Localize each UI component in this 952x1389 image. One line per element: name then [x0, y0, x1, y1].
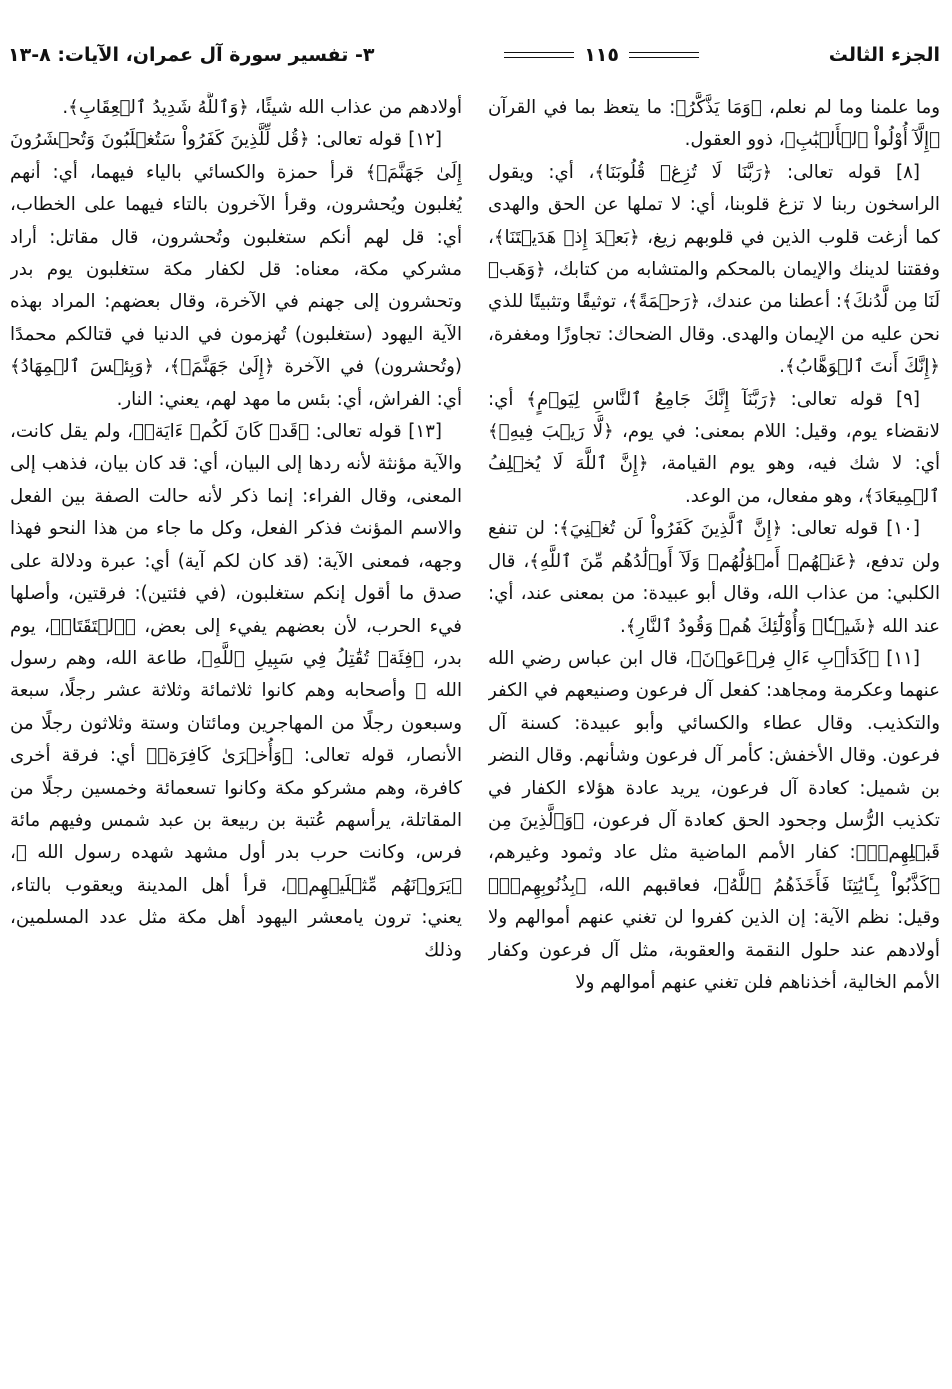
- text-columns: [10, 92, 940, 1385]
- running-header: [8, 38, 940, 72]
- part-label: الجزء الثالث: [828, 44, 940, 66]
- page-number: ١١٥: [584, 44, 619, 66]
- right-column: [488, 92, 940, 1385]
- paragraph: أولادهم من عذاب الله شيئًا، ﴿وَٱللَّهُ شَدِيدُ ٱلۡعِقَابِ﴾.: [62, 97, 462, 118]
- paragraph: [١٠] قوله تعالى: ﴿إِنَّ ٱلَّذِينَ كَفَرُواْ لَن تُغۡنِيَ﴾: لن تنفع ولن تدفع، ﴿عَنۡهُمۡ أَمۡوَٰلُهُمۡ وَلَآ أَوۡلَٰدُهُم مِّنَ ٱللَّهِ﴾، قال الكلبي: من عذاب الله، وقال أبو عبيدة: من بمعنى عند، أي: عند الله ﴿شَيۡـٔٗاۖ وَأُوْلَٰٓئِكَ هُمۡ وَقُودُ ٱلنَّارِ﴾.: [488, 518, 940, 637]
- header-rule-left: [629, 52, 699, 58]
- paragraph: [١١] ﴿كَدَأۡبِ ءَالِ فِرۡعَوۡنَ﴾، قال ابن عباس رضي الله عنهما وعكرمة ومجاهد: كفعل آل فرعون وصنيعهم في الكفر والتكذيب. وقال عطاء والكسائي وأبو عبيدة: كسنة آل فرعون. وقال الأخفش: كأمر آل فرعون وشأنهم. وقال النضر بن شميل: كعادة آل فرعون، يريد عادة هؤلاء الكفار في تكذيب الرُّسل وجحود الحق كعادة آل فرعون، ﴿وَٱلَّذِينَ مِن قَبۡلِهِمۡۚ﴾: كفار الأمم الماضية مثل عاد وثمود وغيرهم، ﴿كَذَّبُواْ بِـَٔايَٰتِنَا فَأَخَذَهُمُ ٱللَّهُ﴾، فعاقبهم الله، ﴿بِذُنُوبِهِمۡۗ﴾ وقيل: نظم الآية: إن الذين كفروا لن تغني عنهم أموالهم ولا أولادهم عند حلول النقمة والعقوبة، مثل آل فرعون وكفار الأمم الخالية، أخذناهم فلن تغني عنهم أموالهم ولا: [488, 647, 940, 993]
- paragraph: [٨] قوله تعالى: ﴿رَبَّنَا لَا تُزِغۡ قُلُوبَنَا﴾، أي: ويقول الراسخون ربنا لا تزغ قلوبنا، أي: لا تملها عن الحق والهدى كما أزغت قلوب الذين في قلوبهم زيغ، ﴿بَعۡدَ إِذۡ هَدَيۡتَنَا﴾، وفقتنا لدينك والإيمان بالمحكم والمتشابه من كتابك، ﴿وَهَبۡ لَنَا مِن لَّدُنكَ﴾: أعطنا من عندك، ﴿رَحۡمَةً﴾، توثيقًا وتثبيتًا للذي نحن عليه من الإيمان والهدى. وقال الضحاك: تجاوزًا ومغفرة، ﴿إِنَّكَ أَنتَ ٱلۡوَهَّابُ﴾.: [488, 161, 940, 378]
- paragraph: [٩] قوله تعالى: ﴿رَبَّنَآ إِنَّكَ جَامِعُ ٱلنَّاسِ لِيَوۡمٍ﴾ أي: لانقضاء يوم، وقيل: اللام بمعنى: في يوم، ﴿لَّا رَيۡبَ فِيهِۚ﴾ أي: لا شك فيه، وهو يوم القيامة، ﴿إِنَّ ٱللَّهَ لَا يُخۡلِفُ ٱلۡمِيعَادَ﴾، وهو مفعال، من الوعد.: [488, 388, 940, 507]
- page-number-group: [504, 44, 699, 66]
- header-rule-right: [504, 52, 574, 58]
- left-column: [10, 92, 462, 1385]
- surah-title: ٣- تفسير سورة آل عمران، الآيات: ٨-١٣: [8, 44, 375, 66]
- paragraph: [١٣] قوله تعالى: ﴿قَدۡ كَانَ لَكُمۡ ءَايَةٞ﴾، ولم يقل كانت، والآية مؤنثة لأنه ردها إلى البيان، أي: قد كان بيان، فذهب إلى المعنى، وقال الفراء: إنما ذكر لأنه حالت الصفة بين الفعل والاسم المؤنث فذكر الفعل، وكل ما جاء من هذا النحو فهذا وجهه، فمعنى الآية: (قد كان لكم آية) أي: عبرة ودلالة على صدق ما أقول إنكم ستغلبون، (في فئتين): فرقتين، وأصلها فيء الحرب، لأن بعضهم يفيء إلى بعض، ﴿ٱلۡتَقَتَاۖ﴾، يوم بدر، ﴿فِئَةٞ تُقَٰتِلُ فِي سَبِيلِ ٱللَّهِ﴾، طاعة الله، وهم رسول الله ﷺ وأصحابه وهم كانوا ثلاثمائة وثلاثة عشر رجلًا، سبعة وسبعون رجلًا من المهاجرين ومائتان وستة وثلاثون رجلًا من الأنصار، قوله تعالى: ﴿وَأُخۡرَىٰ كَافِرَةٞ﴾ أي: فرقة أخرى كافرة، وهم مشركو مكة وكانوا تسعمائة وخمسين رجلًا من المقاتلة، يرأسهم عُتبة بن ربيعة بن عبد شمس وفيهم مائة فرس، وكانت حرب بدر أول مشهد شهده رسول الله ﷺ، ﴿يَرَوۡنَهُم مِّثۡلَيۡهِمۡ﴾، قرأ أهل المدينة ويعقوب بالتاء، يعني: ترون يامعشر اليهود أهل مكة مثل عدد المسلمين، وذلك: [10, 421, 462, 961]
- paragraph: وما علمنا وما لم نعلم، ﴿وَمَا يَذَّكَّرُ﴾: ما يتعظ بما في القرآن ﴿إِلَّآ أُوْلُواْ ٱلۡأَلۡبَٰبِ﴾، ذوو العقول.: [488, 97, 940, 151]
- paragraph: [١٢] قوله تعالى: ﴿قُل لِّلَّذِينَ كَفَرُواْ سَتُغۡلَبُونَ وَتُحۡشَرُونَ إِلَىٰ جَهَنَّمَۖ﴾ قرأ حمزة والكسائي بالياء فيهما، أي: أنهم يُغلبون ويُحشرون، وقرأ الآخرون بالتاء فيهما على الخطاب، أي: قل لهم أنكم ستغلبون وتُحشرون، قال مقاتل: أراد مشركي مكة، معناه: قل لكفار مكة ستغلبون يوم بدر وتحشرون إلى جهنم في الآخرة، وقال بعضهم: المراد بهذه الآية اليهود (ستغلبون) تُهزمون في الدنيا في قتالكم محمدًا (وتُحشرون) في الآخرة ﴿إِلَىٰ جَهَنَّمَۖ﴾، ﴿وَبِئۡسَ ٱلۡمِهَادُ﴾ أي: الفراش، أي: بئس ما مهد لهم، يعني: النار.: [10, 129, 462, 410]
